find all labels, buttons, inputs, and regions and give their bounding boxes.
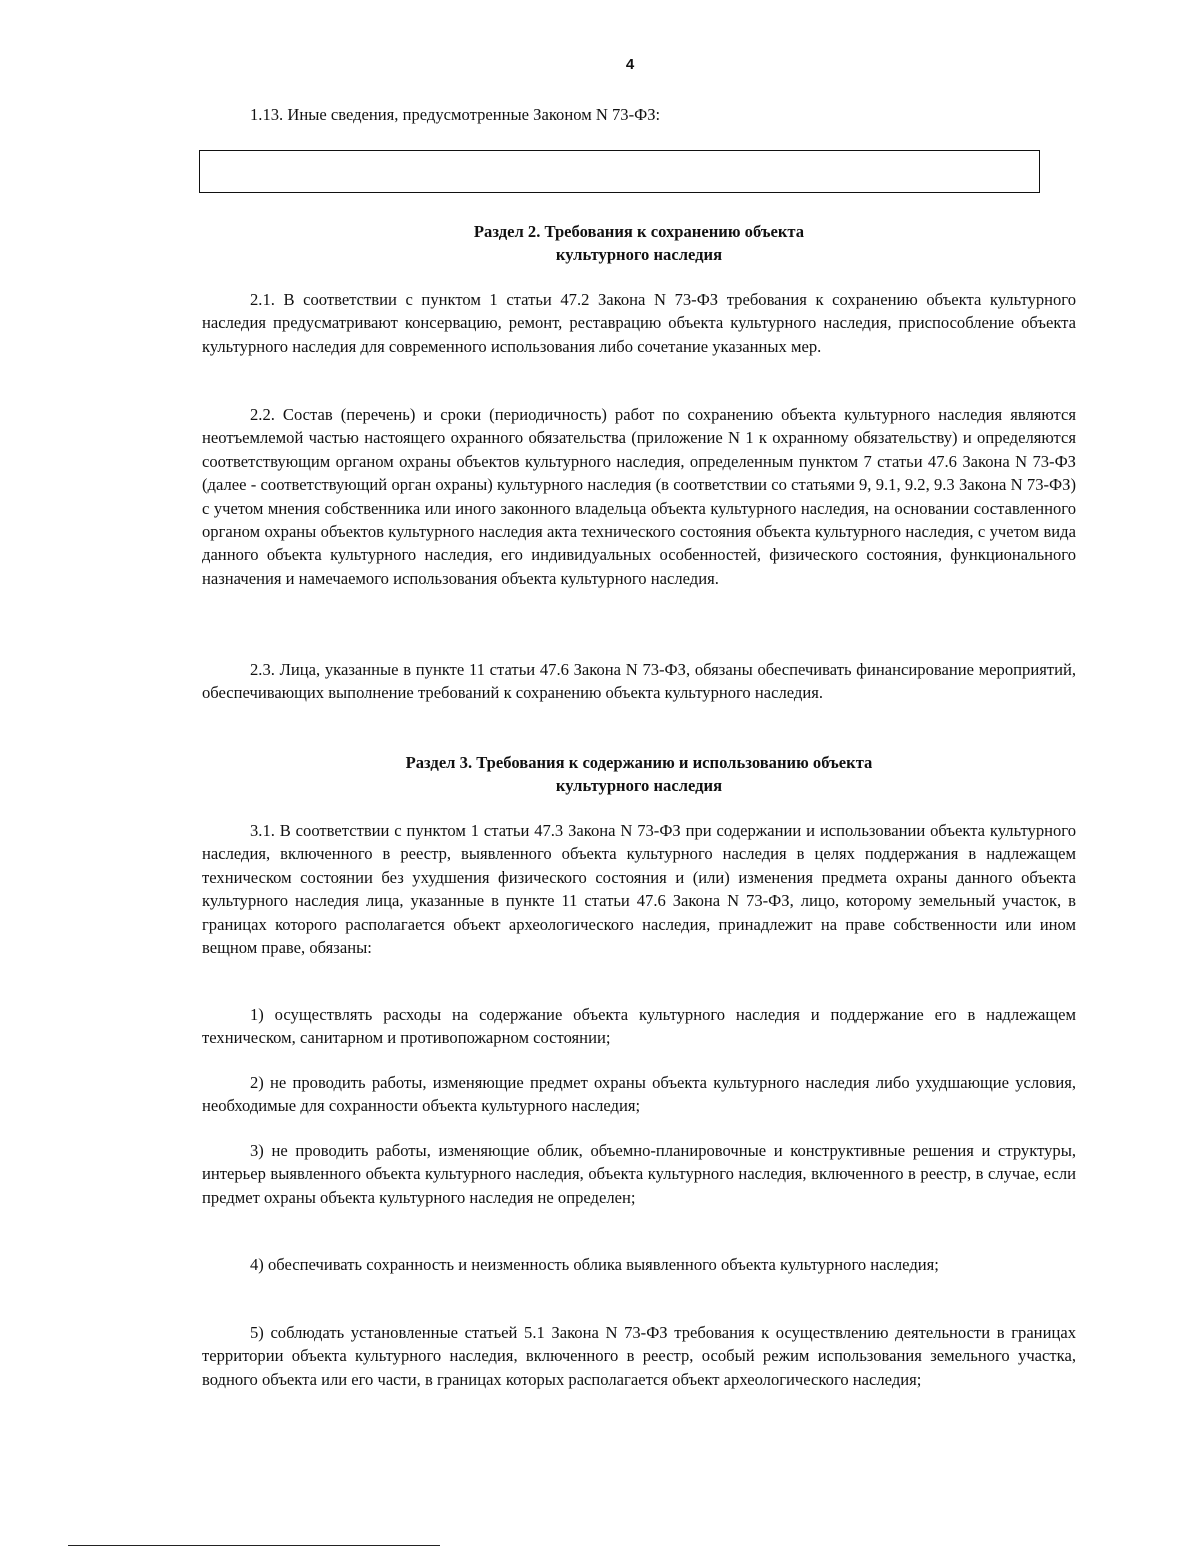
list-item-2: 2) не проводить работы, изменяющие предмет охраны объекта культурного наследия либо ухудшающие условия, необходимые для сохранности объекта культурного наследия; (202, 1073, 1076, 1116)
section-2-heading-line-2: культурного наследия (555, 245, 723, 265)
section-2-heading-line-1: Раздел 2. Требования к сохранению объекта (473, 222, 805, 241)
section-3-heading (202, 751, 1076, 798)
item-1-13: 1.13. Иные сведения, предусмотренные Законом N 73-ФЗ: (250, 105, 661, 124)
footnote-divider (68, 1545, 440, 1546)
paragraph-2-1: 2.1. В соответствии с пунктом 1 статьи 47.2 Закона N 73-ФЗ требования к сохранению объекта культурного наследия предусматривают консервацию, ремонт, реставрацию объекта культурного наследия, приспособление объекта культурного наследия для современного использования либо сочетание указанных мер. (202, 290, 1076, 356)
paragraph-2-3: 2.3. Лица, указанные в пункте 11 статьи 47.6 Закона N 73-ФЗ, обязаны обеспечивать финансирование мероприятий, обеспечивающих выполнение требований к сохранению объекта культурного наследия. (202, 660, 1076, 703)
list-item-4: 4) обеспечивать сохранность и неизменность облика выявленного объекта культурного наследия; (250, 1255, 939, 1274)
page-number: 4 (625, 56, 635, 73)
section-2-heading (202, 220, 1076, 267)
section-3-heading-line-1: Раздел 3. Требования к содержанию и использованию объекта (405, 753, 873, 772)
list-item-5: 5) соблюдать установленные статьей 5.1 Закона N 73-ФЗ требования к осуществлению деятельности в границах территории объекта культурного наследия, включенного в реестр, особый режим использования земельного участка, водного объекта или его части, в границах которых располагается объект археологического наследия; (202, 1323, 1076, 1389)
list-item-3: 3) не проводить работы, изменяющие облик, объемно-планировочные и конструктивные решения и структуры, интерьер выявленного объекта культурного наследия, объекта культурного наследия, включенного в реестр, в случае, если предмет охраны объекта культурного наследия не определен; (202, 1141, 1076, 1207)
section-3-heading-line-2: культурного наследия (555, 776, 723, 796)
paragraph-2-2: 2.2. Состав (перечень) и сроки (периодичность) работ по сохранению объекта культурного наследия являются неотъемлемой частью настоящего охранного обязательства (приложение N 1 к охранному обязательству) и определяются соответствующим органом охраны объектов культурного наследия, определенным пунктом 7 статьи 47.6 Закона N 73-ФЗ (далее - соответствующий орган охраны) культурного наследия (в соответствии со статьями 9, 9.1, 9.2, 9.3 Закона N 73-ФЗ) с учетом мнения собственника или иного законного владельца объекта культурного наследия, на основании составленного органом охраны объектов культурного наследия акта технического состояния объекта культурного наследия, с учетом вида данного объекта культурного наследия, его индивидуальных особенностей, физического состояния, функционального назначения и намечаемого использования объекта культурного наследия. (202, 405, 1076, 588)
paragraph-3-1: 3.1. В соответствии с пунктом 1 статьи 47.3 Закона N 73-ФЗ при содержании и использовании объекта культурного наследия, включенного в реестр, выявленного объекта культурного наследия в целях поддержания в надлежащем техническом состоянии без ухудшения физического состояния и (или) изменения предмета охраны данного объекта культурного наследия лица, указанные в пункте 11 статьи 47.6 Закона N 73-ФЗ, лицо, которому земельный участок, в границах которого располагается объект археологического наследия, принадлежит на праве собственности или ином вещном праве, обязаны: (202, 821, 1076, 958)
other-info-field (199, 150, 1040, 193)
list-item-1: 1) осуществлять расходы на содержание объекта культурного наследия и поддержание его в надлежащем техническом, санитарном и противопожарном состоянии; (202, 1005, 1076, 1048)
